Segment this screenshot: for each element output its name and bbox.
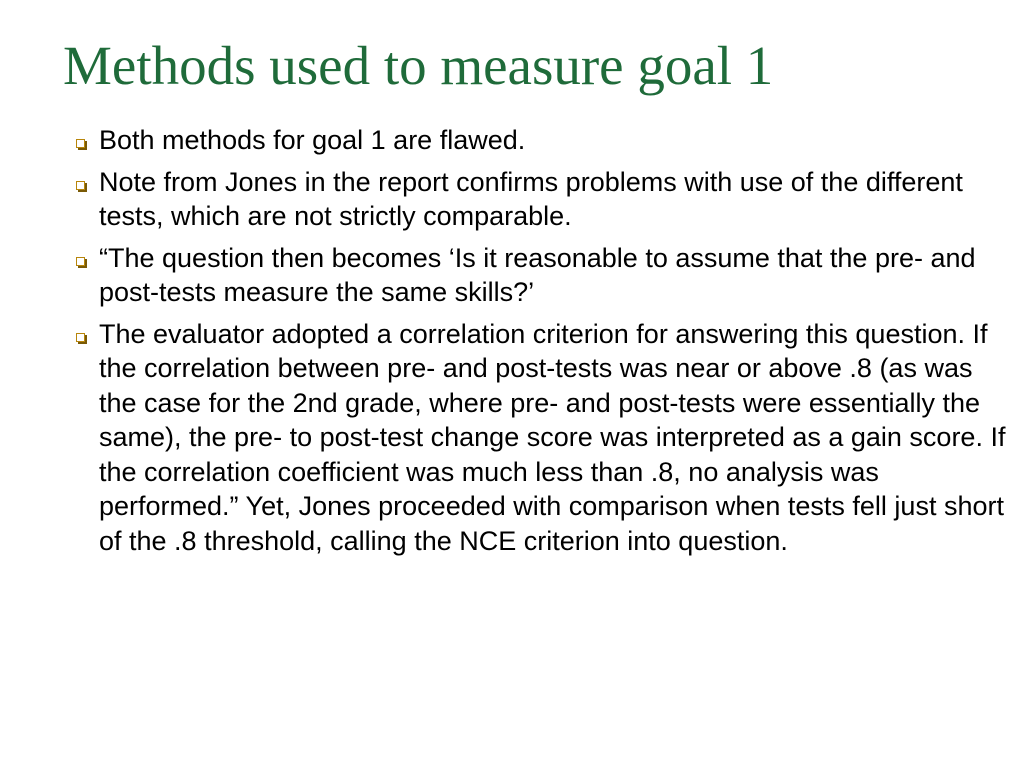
bullet-item	[72, 241, 1007, 310]
bullet-item	[72, 123, 1007, 158]
square-bullet-icon	[76, 181, 85, 190]
square-bullet-icon	[76, 257, 85, 266]
bullet-item	[72, 165, 1007, 234]
bullet-text: The evaluator adopted a correlation criterion for answering this question. If the correlation between pre- and post-tests was near or above .8 (as was the case for the 2nd grade, where pre- and post-tests were essentially the same), the pre- to post-test change score was interpreted as a gain score. If the correlation coefficient was much less than .8, no analysis was performed.” Yet, Jones proceeded with comparison when tests fell just short of the .8 threshold, calling the NCE criterion into question.	[99, 318, 1006, 556]
bullet-text: Both methods for goal 1 are flawed.	[99, 125, 526, 155]
bullet-list	[72, 123, 1007, 565]
bullet-text: “The question then becomes ‘Is it reasonable to assume that the pre- and post-tests measure the same skills?’	[99, 242, 976, 307]
square-bullet-icon	[76, 333, 85, 342]
bullet-text: Note from Jones in the report confirms problems with use of the different tests, which are not strictly comparable.	[99, 166, 963, 231]
square-bullet-icon	[76, 139, 85, 148]
bullet-item	[72, 317, 1007, 559]
slide-title: Methods used to measure goal 1	[63, 35, 774, 96]
